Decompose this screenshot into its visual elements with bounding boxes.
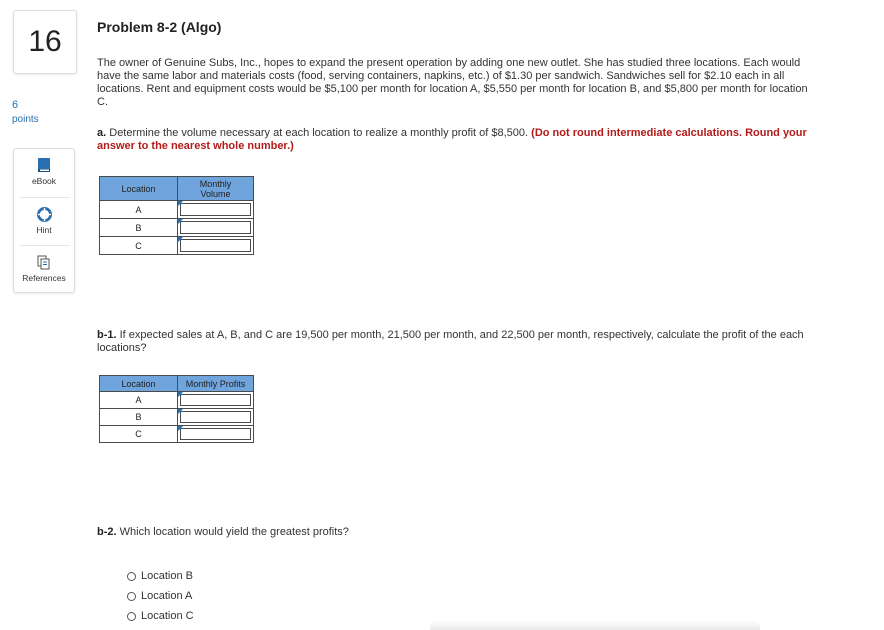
part-b1-label: b-1.: [97, 329, 117, 341]
profit-input-b[interactable]: [180, 411, 251, 423]
problem-title: Problem 8-2 (Algo): [97, 19, 222, 35]
tools-panel: [13, 148, 75, 293]
location-cell: A: [100, 392, 178, 409]
flag-icon: [178, 426, 183, 431]
flag-icon: [178, 392, 183, 397]
col-header-location: Location: [100, 177, 178, 201]
profit-input-c[interactable]: [180, 428, 251, 440]
table-row: [100, 201, 254, 219]
question-number-box: [13, 10, 77, 74]
option-label: Location B: [141, 570, 193, 582]
profit-input-a[interactable]: [180, 394, 251, 406]
references-label: References: [22, 273, 66, 283]
tool-divider: [20, 197, 70, 198]
location-cell: B: [100, 219, 178, 237]
location-cell: A: [100, 201, 178, 219]
location-cell: C: [100, 237, 178, 255]
part-b1-question: [97, 329, 812, 355]
option-label: Location C: [141, 610, 194, 622]
ebook-label: eBook: [31, 176, 57, 186]
option-label: Location A: [141, 590, 193, 602]
table-row: [100, 426, 254, 443]
volume-input-cell: [178, 237, 254, 255]
volume-input-c[interactable]: [180, 239, 251, 252]
part-a-label: a.: [97, 127, 107, 139]
option-location-b[interactable]: [127, 566, 194, 586]
part-b2-label: b-2.: [97, 526, 117, 538]
flag-icon: [178, 201, 183, 206]
documents-icon: [37, 255, 51, 270]
table-row: [100, 392, 254, 409]
volume-input-b[interactable]: [180, 221, 251, 234]
radio-button[interactable]: [127, 592, 136, 601]
flag-icon: [178, 219, 183, 224]
footer-shadow: [430, 620, 760, 630]
location-cell: B: [100, 409, 178, 426]
points-info: [12, 99, 39, 126]
volume-input-cell: [178, 201, 254, 219]
flag-icon: [178, 409, 183, 414]
part-a-instruction: (Do not round intermediate calculations. Round your answer to the nearest whole number.): [97, 127, 807, 152]
table-row: [100, 219, 254, 237]
radio-button[interactable]: [127, 612, 136, 621]
volume-table: [99, 176, 254, 255]
option-location-c[interactable]: [127, 606, 194, 626]
table-row: [100, 409, 254, 426]
radio-button[interactable]: [127, 572, 136, 581]
references-button[interactable]: [14, 255, 74, 283]
hint-button[interactable]: [14, 207, 74, 235]
col-header-monthly-volume: Monthly Volume: [178, 177, 254, 201]
question-number: 16: [28, 25, 62, 58]
part-b2-text: Which location would yield the greatest profits?: [119, 526, 349, 538]
volume-input-a[interactable]: [180, 203, 251, 216]
part-a-text: Determine the volume necessary at each location to realize a monthly profit of $8,500.: [109, 127, 529, 139]
tool-divider: [20, 245, 70, 246]
profit-input-cell: [178, 426, 254, 443]
profit-input-cell: [178, 392, 254, 409]
option-location-a[interactable]: [127, 586, 194, 606]
profits-table: [99, 375, 254, 443]
location-cell: C: [100, 426, 178, 443]
book-icon: [37, 157, 51, 173]
profit-input-cell: [178, 409, 254, 426]
location-options: [127, 566, 194, 626]
table-row: [100, 237, 254, 255]
problem-intro: The owner of Genuine Subs, Inc., hopes to expand the present operation by adding one new outlet. She has studied three locations. Each would have the same labor and materials costs (food, serving containers, napkins, etc.) of $1.30 per sandwich. Sandwiches sell for $2.10 each in all locations. Rent and equipment costs would be $5,100 per month for location A, $5,550 per month for location B, and $5,800 per month for location C.: [97, 57, 808, 108]
ebook-button[interactable]: [14, 157, 74, 186]
col-header-monthly-profits: Monthly Profits: [178, 376, 254, 392]
part-b2-question: [97, 526, 812, 539]
hint-label: Hint: [36, 225, 52, 235]
points-label: points: [12, 114, 39, 125]
col-header-location: Location: [100, 376, 178, 392]
lifebuoy-icon: [37, 207, 52, 222]
points-value: 6: [12, 99, 19, 111]
part-b1-text: If expected sales at A, B, and C are 19,500 per month, 21,500 per month, and 22,500 per month, respectively, calculate the profit of the each locations?: [97, 329, 804, 354]
part-a-question: [97, 127, 812, 153]
volume-input-cell: [178, 219, 254, 237]
flag-icon: [178, 237, 183, 242]
